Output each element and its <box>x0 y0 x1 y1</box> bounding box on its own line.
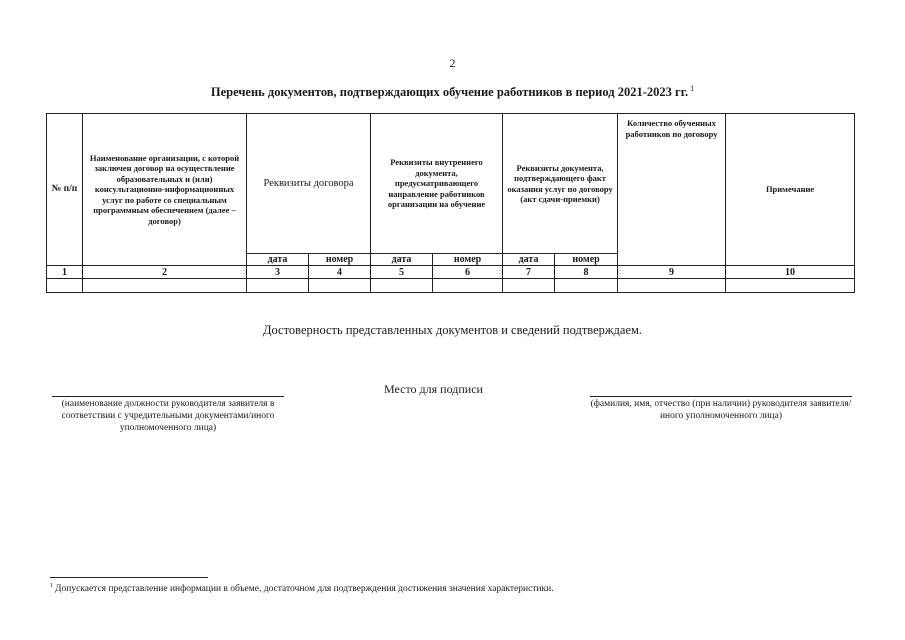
footnote-mark: 1 <box>50 583 53 589</box>
subheader-date: дата <box>503 254 555 266</box>
column-number: 3 <box>247 266 309 279</box>
column-number: 5 <box>371 266 433 279</box>
column-number-row <box>47 266 855 279</box>
title-text: Перечень документов, подтверждающих обучение работников в период 2021-2023 гг. <box>210 85 689 99</box>
subheader-date: дата <box>371 254 433 266</box>
subheader-number: номер <box>309 254 371 266</box>
right-signature-line <box>590 396 852 397</box>
empty-cell <box>503 279 555 293</box>
right-signature-caption: (фамилия, имя, отчество (при наличии) руководителя заявителя/иного уполномоченного лица) <box>590 399 852 421</box>
empty-data-row <box>47 279 855 293</box>
subheader-date: дата <box>247 254 309 266</box>
column-number: 9 <box>618 266 726 279</box>
column-number: 2 <box>83 266 247 279</box>
header-internal-doc: Реквизиты внутреннего документа, предусматривающего направление работников организации на обучение <box>371 114 503 254</box>
empty-cell <box>433 279 503 293</box>
header-contract-details: Реквизиты договора <box>247 114 371 254</box>
empty-cell <box>371 279 433 293</box>
left-signature-line <box>52 396 284 397</box>
footnote <box>50 583 554 594</box>
column-number: 6 <box>433 266 503 279</box>
empty-cell <box>726 279 855 293</box>
footnote-text: Допускается представление информации в объеме, достаточном для подтверждения достижения значения характеристики. <box>55 584 554 594</box>
subheader-number: номер <box>555 254 618 266</box>
header-row <box>47 114 855 254</box>
empty-cell <box>618 279 726 293</box>
page-title <box>0 84 905 100</box>
empty-cell <box>247 279 309 293</box>
column-number: 8 <box>555 266 618 279</box>
empty-cell <box>47 279 83 293</box>
page-number: 2 <box>449 56 456 70</box>
footnote-separator <box>50 577 208 578</box>
signature-place-label: Место для подписи <box>384 382 483 396</box>
header-organization: Наименование организации, с которой заключен договор на осуществление образовательных и (или) консультационно-информационных услуг по работе со специальным программным обеспечением (далее – договор) <box>83 114 247 266</box>
header-note: Примечание <box>726 114 855 266</box>
subheader-number: номер <box>433 254 503 266</box>
confirmation-text: Достоверность представленных документов и сведений подтверждаем. <box>262 323 643 337</box>
empty-cell <box>555 279 618 293</box>
column-number: 10 <box>726 266 855 279</box>
header-trained-count: Количество обученных работников по договору <box>618 114 726 266</box>
documents-table <box>46 113 855 293</box>
header-service-doc: Реквизиты документа, подтверждающего факт оказания услуг по договору (акт сдачи-приемки) <box>503 114 618 254</box>
column-number: 7 <box>503 266 555 279</box>
title-footnote-mark: 1 <box>690 84 695 93</box>
header-num: № п/п <box>47 114 83 266</box>
column-number: 4 <box>309 266 371 279</box>
empty-cell <box>83 279 247 293</box>
left-signature-caption: (наименование должности руководителя заявителя в соответствии с учредительными документами/иного уполномоченного лица) <box>61 399 275 433</box>
empty-cell <box>309 279 371 293</box>
column-number: 1 <box>47 266 83 279</box>
